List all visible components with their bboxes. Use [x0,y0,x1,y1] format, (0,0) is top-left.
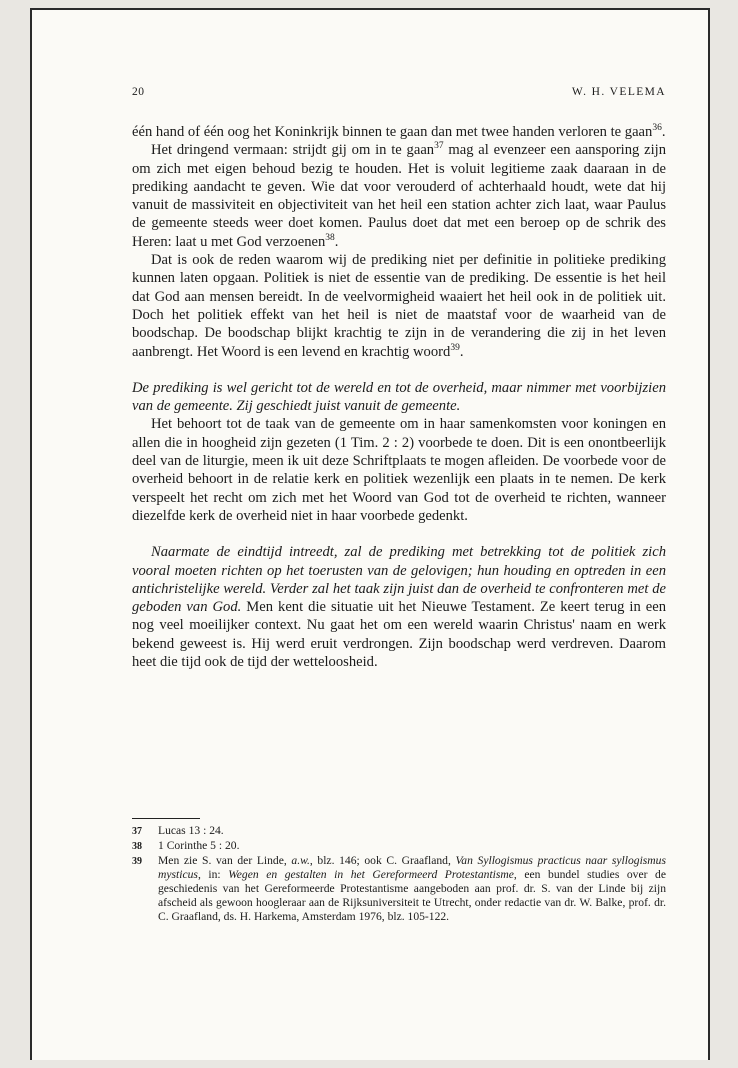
text-run: . [459,343,464,360]
text-run: , een bundel studies over de geschiedenis van het Gereformeerde Protestantisme aangeboden aan prof. dr. S. van der Linde bij zijn afscheid als gewoon hoogleraar aan de Rijksuniversiteit te Utrecht, onder redactie van dr. W. Balke, prof. dr. C. Graafland, ds. H. Harkema, Amsterdam 1976, blz. 105-122. [158,868,666,923]
italic-thesis: Naarmate de eindtijd intreedt, zal de prediking met betrekking tot de politiek zich vooral moeten richten op het toerusten van de gelovigen; hun houding en optreden in een antichristelijke wereld. Verder zal het taak zijn juist dan de overheid te confronteren met de geboden van God. [132,544,666,616]
text-run: Men zie S. van der Linde, [158,854,292,867]
text-run: Dat is ook de reden waarom wij de prediking niet per definitie in politieke prediking kunnen laten opgaan. Politiek is niet de essentie van de prediking. De essentie is het heil dat God aan mensen bereidt. In de veelvormigheid waaiert het heil ook in de politiek uit. Doch het politiek effekt van het heil is niet de maatstaf voor de waarheid van de boodschap. De boodschap blijkt krachtig te zijn in de verandering die zij in het leven aanbrengt. Het Woord is een levend en krachtig woord [132,252,666,360]
footnote-number: 38 [132,841,142,852]
text-run: , blz. 146; ook C. Graafland, [309,854,456,867]
footnote-ref: 37 [434,141,444,152]
paragraph [132,123,666,141]
italic-run: a.w. [291,854,310,867]
main-text [132,123,666,671]
text-run: mag al evenzeer een aansporing zijn om zich met eigen behoud bezig te houden. Het is voluit legitieme zaak daaraan in de prediking aandacht te geven. Wie dat voor verouderd of achterhaald houdt, wete dat hij vanuit de massiviteit en objectiviteit van het heil een station achter zich laat, waar Paulus de gemeente steeds weer doet komen. Paulus doet dat met een beroep op de schrik des Heren: laat u met God verzoenen [132,142,666,250]
text-run: één hand of één oog het Koninkrijk binnen te gaan dan met twee handen verloren te gaan [132,124,653,140]
footnote-number: 37 [132,826,142,837]
running-author: W. H. VELEMA [571,86,666,98]
footnote [132,824,666,839]
footnote-text: 1 Corinthe 5 : 20. [158,839,240,852]
text-run: . [334,233,339,250]
page-number: 20 [132,86,145,98]
italic-run: Van Syllogismus practicus naar syllogismus mysticus [158,854,666,881]
footnote-text [158,854,666,924]
italic-thesis: De prediking is wel gericht tot de wereld en tot de overheid, maar nimmer met voorbijzien van de gemeente. Zij geschiedt juist vanuit de gemeente. [132,379,666,415]
spacer [132,525,666,543]
spacer [132,361,666,379]
paragraph [132,141,666,251]
footnotes [132,824,666,924]
paragraph: Het behoort tot de taak van de gemeente om in haar samenkomsten voor koningen en allen die in hoogheid zijn gezeten (1 Tim. 2 : 2) voorbede te doen. Dit is een onontbeerlijk deel van de liturgie, meen ik uit deze Schriftplaats te mogen afleiden. De voorbede voor de overheid behoort in de relatie kerk en politiek wezenlijk een plaats in te nemen. De kerk verspeelt het recht om zich met het Woord van God tot de overheid te richten, wanneer diezelfde kerk de overheid niet in haar voorbede gedenkt. [132,416,666,524]
footnote-ref: 36 [652,123,662,134]
text-run: Men kent die situatie uit het Nieuwe Testament. Ze keert terug in een nog veel moeilijker context. Nu gaat het om een wereld waarin Christus' naam en werk bekend geweest is. Hij werd eruit verdrongen. Zijn boodschap werd verdreven. Daarom heet die tijd ook de tijd der wetteloosheid. [132,599,667,671]
footnote-text: Lucas 13 : 24. [158,824,224,837]
text-run: . [661,124,666,140]
paragraph [132,543,666,671]
footnote-ref: 38 [325,232,335,243]
running-header [132,86,666,102]
footnote [132,854,666,924]
footnote-number: 39 [132,856,142,867]
footnote [132,839,666,854]
paragraph [132,251,666,361]
italic-run: Wegen en gestalten in het Gereformeerd Protestantisme [228,868,514,881]
text-run: Het dringend vermaan: strijdt gij om in te gaan [151,142,435,159]
footnote-separator [132,818,200,819]
text-run: , in: [197,868,229,881]
footnote-ref: 39 [450,342,460,353]
